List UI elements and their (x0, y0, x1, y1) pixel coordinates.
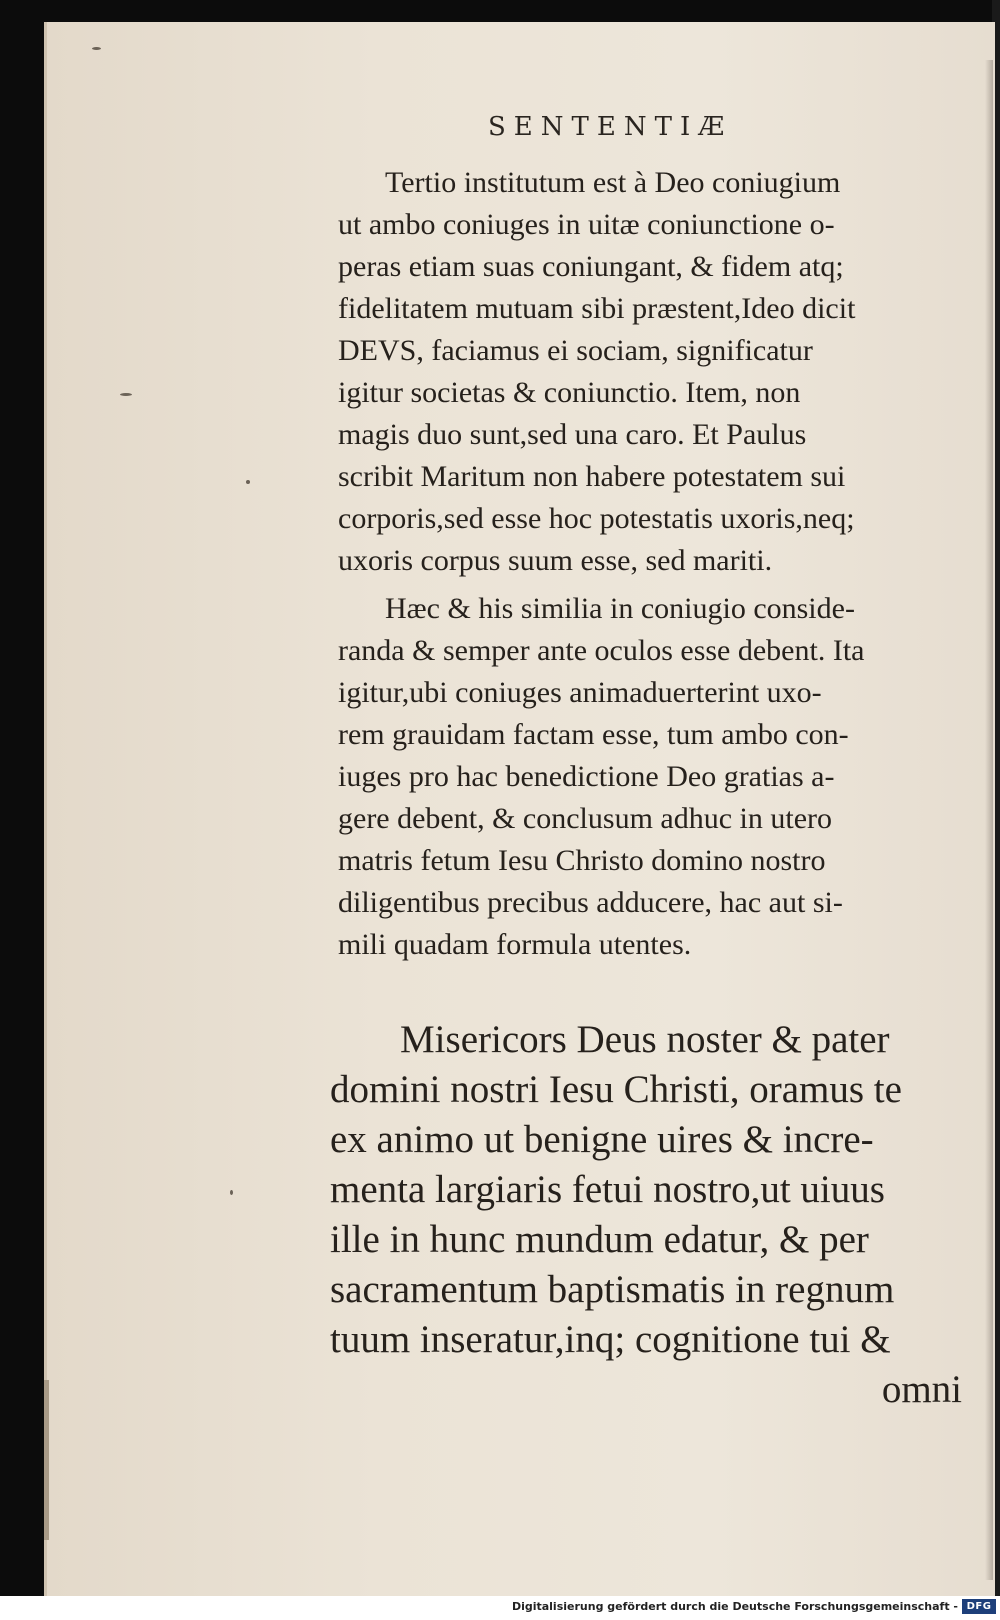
prayer-line: domini nostri Iesu Christi, oramus te (330, 1068, 902, 1111)
prayer-line: tuum inseratur,inq; cognitione tui & (330, 1318, 891, 1361)
text-line: igitur societas & coniunctio. Item, non (338, 376, 801, 409)
page-edge-mark (44, 1380, 49, 1540)
book-cover-left-edge (0, 0, 44, 1596)
text-line: diligentibus precibus adducere, hac aut si- (338, 886, 843, 919)
prayer-line: menta largiaris fetui nostro,ut uiuus (330, 1168, 885, 1211)
dfg-logo: DFG (962, 1599, 996, 1614)
text-line: mili quadam formula utentes. (338, 928, 692, 961)
prayer-line: ille in hunc mundum edatur, & per (330, 1218, 869, 1261)
text-line: iuges pro hac benedictione Deo gratias a- (338, 760, 835, 793)
text-line: igitur,ubi coniuges animaduerterint uxo- (338, 676, 822, 709)
prayer-line: sacramentum baptismatis in regnum (330, 1268, 895, 1311)
text-line: ut ambo coniuges in uitæ coniunctione o- (338, 208, 835, 241)
ink-speck (230, 1190, 233, 1195)
text-line: Hæc & his similia in coniugio conside- (385, 592, 855, 625)
text-line: matris fetum Iesu Christo domino nostro (338, 844, 826, 877)
text-line: peras etiam suas coniungant, & fidem atq; (338, 250, 844, 283)
book-cover-top-edge (0, 0, 1000, 22)
text-line: randa & semper ante oculos esse debent. Ita (338, 634, 865, 667)
prayer-line: ex animo ut benigne uires & incre- (330, 1118, 874, 1161)
prayer-line: Misericors Deus noster & pater (400, 1018, 890, 1061)
ink-speck (92, 47, 101, 50)
catchword: omni (881, 1368, 962, 1411)
text-line: Tertio institutum est à Deo coniugium (385, 166, 841, 199)
text-line: gere debent, & conclusum adhuc in utero (338, 802, 833, 835)
text-line: magis duo sunt,sed una caro. Et Paulus (338, 418, 807, 451)
ink-speck (246, 480, 250, 484)
text-line: corporis,sed esse hoc potestatis uxoris,neq; (338, 502, 855, 535)
page-gutter-shadow (985, 60, 993, 1580)
running-head: SENTENTIÆ (488, 112, 733, 142)
text-line: fidelitatem mutuam sibi præstent,Ideo dicit (338, 292, 856, 325)
ink-speck (120, 393, 132, 396)
text-line: DEVS, faciamus ei sociam, significatur (338, 334, 813, 367)
text-line: uxoris corpus suum esse, sed mariti. (338, 544, 773, 577)
text-line: scribit Maritum non habere potestatem sui (338, 460, 846, 493)
text-line: rem grauidam factam esse, tum ambo con- (338, 718, 849, 751)
digitization-credit: Digitalisierung gefördert durch die Deutsche Forschungsgemeinschaft - (511, 1600, 958, 1613)
